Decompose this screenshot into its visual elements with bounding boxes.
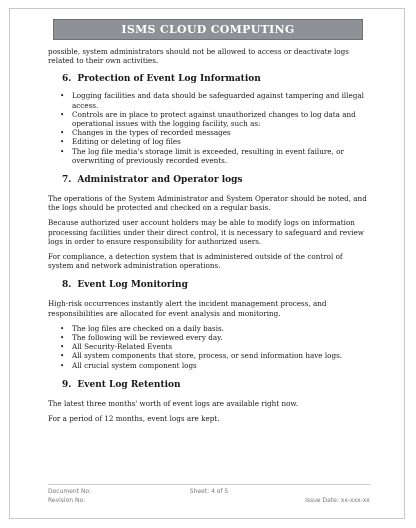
paragraph: For compliance, a detection system that is administered outside of the control of system and network administration operations.: [48, 252, 343, 271]
section-number: 7.: [62, 175, 72, 186]
paragraph: The latest three months' worth of event logs are available right now.: [48, 398, 298, 408]
bullet-list: [48, 324, 370, 370]
sheet-number: Sheet: 4 of 5: [189, 488, 229, 495]
list-item: • The following will be reviewed every day.: [72, 333, 370, 342]
section-title: Event Log Retention: [77, 379, 181, 390]
document-header: [53, 19, 363, 40]
section-heading: [62, 380, 370, 391]
document-number: Document No:: [48, 488, 92, 495]
intro-paragraph: possible, system administrators should not be allowed to access or deactivate logs related to their own activities.: [48, 47, 349, 66]
section-title: Protection of Event Log Information: [77, 74, 261, 85]
footer-spacer: [263, 488, 370, 497]
section-heading: [62, 175, 370, 186]
list-item: • All Security-Related Events: [72, 342, 370, 351]
list-item: • Logging facilities and data should be safeguarded against tampering and illegal access.: [72, 91, 370, 109]
document-footer: [48, 484, 370, 505]
footer-row: [48, 488, 370, 497]
document-body: [48, 47, 370, 429]
list-item: • Editing or deleting of log files: [72, 137, 370, 146]
section-heading: [62, 280, 370, 291]
paragraph: The operations of the System Administrator and System Operator should be noted, and the logs should be protected and checked on a regular basis.: [48, 194, 367, 213]
bullet-list: [48, 91, 370, 165]
list-item: • The log files are checked on a daily basis.: [72, 324, 370, 333]
section-title: Event Log Monitoring: [77, 280, 188, 291]
section-number: 6.: [62, 74, 72, 85]
section-number: 8.: [62, 280, 72, 291]
section-number: 9.: [62, 379, 72, 390]
issue-date: Issue Date: xx-xxx-xx: [305, 496, 370, 504]
section-heading: [62, 74, 370, 85]
list-item: • The log file media's storage limit is exceeded, resulting in event failure, or overwriting of previously recorded events.: [72, 147, 370, 165]
list-item: • Changes in the types of recorded messages: [72, 128, 370, 137]
header-title: ISMS CLOUD COMPUTING: [121, 23, 295, 36]
paragraph: For a period of 12 months, event logs are kept.: [48, 414, 220, 424]
footer-row: [48, 497, 370, 506]
paragraph: High-risk occurrences instantly alert the incident management process, and responsibilities are allocated for event analysis and monitoring.: [48, 299, 327, 318]
paragraph: Because authorized user account holders may be able to modify logs on information processing facilities under their direct control, it is necessary to safeguard and review logs in order to ensure responsibility for authorized users.: [48, 218, 364, 246]
list-item: • All crucial system component logs: [72, 361, 370, 370]
revision-number: Revision No:: [48, 496, 86, 504]
list-item: • All system components that store, process, or send information have logs.: [72, 351, 370, 360]
footer-spacer: [155, 497, 262, 506]
list-item: • Controls are in place to protect against unauthorized changes to log data and operational issues with the logging facility, such as:: [72, 110, 370, 128]
section-title: Administrator and Operator logs: [77, 175, 243, 186]
